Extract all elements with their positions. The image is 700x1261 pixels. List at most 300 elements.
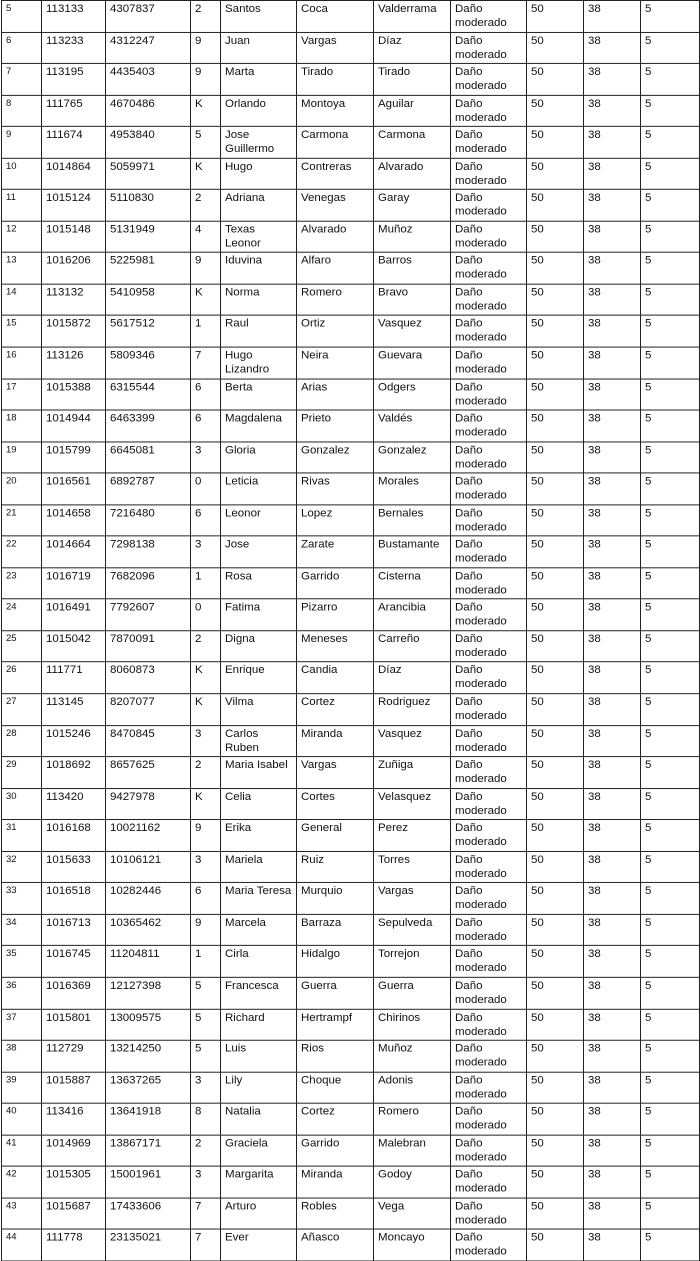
- table-row: [2, 253, 700, 285]
- cell-value-a: 50: [527, 1198, 584, 1230]
- cell-row-number: 10: [2, 158, 42, 190]
- cell-value-b: 38: [584, 631, 641, 663]
- cell-value-b: 38: [584, 410, 641, 442]
- cell-record-id: 1014944: [42, 410, 106, 442]
- cell-maternal-surname: Garay: [374, 190, 451, 222]
- cell-value-a: 50: [527, 1072, 584, 1104]
- cell-paternal-surname: Murquio: [297, 883, 374, 915]
- cell-damage-level: Daño moderado: [451, 221, 527, 253]
- cell-maternal-surname: Godoy: [374, 1166, 451, 1198]
- cell-damage-level: Daño moderado: [451, 1135, 527, 1167]
- cell-value-b: 38: [584, 662, 641, 694]
- cell-value-c: 5: [641, 1009, 700, 1041]
- cell-rut: 6892787: [106, 473, 191, 505]
- cell-maternal-surname: Adonis: [374, 1072, 451, 1104]
- cell-record-id: 1015687: [42, 1198, 106, 1230]
- cell-maternal-surname: Carreño: [374, 631, 451, 663]
- cell-damage-level: Daño moderado: [451, 64, 527, 96]
- cell-row-number: 16: [2, 347, 42, 379]
- cell-value-b: 38: [584, 253, 641, 285]
- cell-rut: 8470845: [106, 725, 191, 757]
- cell-check-digit: 1: [191, 946, 221, 978]
- cell-paternal-surname: Miranda: [297, 725, 374, 757]
- cell-maternal-surname: Chirinos: [374, 1009, 451, 1041]
- cell-maternal-surname: Díaz: [374, 32, 451, 64]
- table-row: [2, 221, 700, 253]
- cell-rut: 5809346: [106, 347, 191, 379]
- cell-value-c: 5: [641, 410, 700, 442]
- cell-paternal-surname: Rivas: [297, 473, 374, 505]
- table-row: [2, 1135, 700, 1167]
- cell-record-id: 113420: [42, 788, 106, 820]
- cell-maternal-surname: Bernales: [374, 505, 451, 537]
- cell-value-c: 5: [641, 253, 700, 285]
- cell-record-id: 1016745: [42, 946, 106, 978]
- cell-value-a: 50: [527, 284, 584, 316]
- cell-check-digit: 9: [191, 32, 221, 64]
- cell-value-b: 38: [584, 379, 641, 411]
- cell-row-number: 11: [2, 190, 42, 222]
- cell-check-digit: 5: [191, 1040, 221, 1072]
- cell-paternal-surname: Alvarado: [297, 221, 374, 253]
- cell-record-id: 113126: [42, 347, 106, 379]
- cell-record-id: 1015246: [42, 725, 106, 757]
- cell-value-c: 5: [641, 505, 700, 537]
- cell-record-id: 1016491: [42, 599, 106, 631]
- cell-paternal-surname: Hidalgo: [297, 946, 374, 978]
- cell-paternal-surname: Carmona: [297, 127, 374, 159]
- cell-record-id: 1015801: [42, 1009, 106, 1041]
- cell-value-c: 5: [641, 1166, 700, 1198]
- cell-row-number: 29: [2, 757, 42, 789]
- cell-record-id: 1014664: [42, 536, 106, 568]
- cell-paternal-surname: Neira: [297, 347, 374, 379]
- cell-rut: 13641918: [106, 1103, 191, 1135]
- cell-check-digit: K: [191, 788, 221, 820]
- cell-value-b: 38: [584, 316, 641, 348]
- cell-maternal-surname: Sepulveda: [374, 914, 451, 946]
- cell-damage-level: Daño moderado: [451, 410, 527, 442]
- cell-value-a: 50: [527, 1009, 584, 1041]
- cell-value-c: 5: [641, 883, 700, 915]
- cell-maternal-surname: Vasquez: [374, 725, 451, 757]
- cell-value-c: 5: [641, 347, 700, 379]
- cell-value-c: 5: [641, 1072, 700, 1104]
- cell-paternal-surname: Candia: [297, 662, 374, 694]
- cell-record-id: 113195: [42, 64, 106, 96]
- cell-rut: 13867171: [106, 1135, 191, 1167]
- cell-paternal-surname: Garrido: [297, 568, 374, 600]
- cell-rut: 8207077: [106, 694, 191, 726]
- cell-value-b: 38: [584, 914, 641, 946]
- cell-rut: 7298138: [106, 536, 191, 568]
- cell-check-digit: 2: [191, 0, 221, 32]
- cell-check-digit: 6: [191, 883, 221, 915]
- cell-value-c: 5: [641, 158, 700, 190]
- cell-paternal-surname: Romero: [297, 284, 374, 316]
- cell-value-b: 38: [584, 190, 641, 222]
- table-row: [2, 568, 700, 600]
- cell-paternal-surname: Cortez: [297, 694, 374, 726]
- cell-record-id: 1015388: [42, 379, 106, 411]
- cell-value-b: 38: [584, 599, 641, 631]
- cell-maternal-surname: Odgers: [374, 379, 451, 411]
- cell-rut: 17433606: [106, 1198, 191, 1230]
- cell-record-id: 113145: [42, 694, 106, 726]
- cell-rut: 7792607: [106, 599, 191, 631]
- cell-value-c: 5: [641, 1135, 700, 1167]
- cell-maternal-surname: Perez: [374, 820, 451, 852]
- cell-paternal-surname: Tirado: [297, 64, 374, 96]
- cell-value-c: 5: [641, 221, 700, 253]
- cell-paternal-surname: Rios: [297, 1040, 374, 1072]
- cell-first-name: Norma: [221, 284, 297, 316]
- cell-value-b: 38: [584, 757, 641, 789]
- cell-record-id: 113133: [42, 0, 106, 32]
- cell-row-number: 7: [2, 64, 42, 96]
- cell-record-id: 111771: [42, 662, 106, 694]
- cell-record-id: 111765: [42, 95, 106, 127]
- cell-damage-level: Daño moderado: [451, 946, 527, 978]
- cell-value-b: 38: [584, 1040, 641, 1072]
- cell-check-digit: 7: [191, 1198, 221, 1230]
- cell-value-c: 5: [641, 1198, 700, 1230]
- table-row: [2, 190, 700, 222]
- cell-record-id: 112729: [42, 1040, 106, 1072]
- cell-paternal-surname: Añasco: [297, 1229, 374, 1261]
- cell-damage-level: Daño moderado: [451, 694, 527, 726]
- cell-value-b: 38: [584, 1229, 641, 1261]
- table-row: [2, 694, 700, 726]
- cell-value-b: 38: [584, 158, 641, 190]
- cell-rut: 13214250: [106, 1040, 191, 1072]
- cell-first-name: Celia: [221, 788, 297, 820]
- cell-check-digit: 9: [191, 914, 221, 946]
- cell-rut: 9427978: [106, 788, 191, 820]
- cell-check-digit: 2: [191, 1135, 221, 1167]
- cell-value-b: 38: [584, 1135, 641, 1167]
- cell-damage-level: Daño moderado: [451, 725, 527, 757]
- cell-value-b: 38: [584, 946, 641, 978]
- table-row: [2, 127, 700, 159]
- cell-value-a: 50: [527, 1229, 584, 1261]
- cell-check-digit: 5: [191, 977, 221, 1009]
- cell-rut: 4307837: [106, 0, 191, 32]
- cell-value-b: 38: [584, 1009, 641, 1041]
- cell-rut: 4312247: [106, 32, 191, 64]
- table-row: [2, 0, 700, 32]
- cell-rut: 11204811: [106, 946, 191, 978]
- cell-damage-level: Daño moderado: [451, 883, 527, 915]
- cell-first-name: Jose: [221, 536, 297, 568]
- cell-maternal-surname: Valderrama: [374, 0, 451, 32]
- cell-value-b: 38: [584, 442, 641, 474]
- cell-maternal-surname: Velasquez: [374, 788, 451, 820]
- cell-record-id: 1015799: [42, 442, 106, 474]
- cell-damage-level: Daño moderado: [451, 820, 527, 852]
- cell-paternal-surname: Cortes: [297, 788, 374, 820]
- cell-check-digit: 4: [191, 221, 221, 253]
- cell-rut: 5410958: [106, 284, 191, 316]
- cell-record-id: 1016719: [42, 568, 106, 600]
- cell-value-c: 5: [641, 757, 700, 789]
- cell-paternal-surname: Robles: [297, 1198, 374, 1230]
- cell-value-a: 50: [527, 820, 584, 852]
- table-row: [2, 788, 700, 820]
- cell-paternal-surname: Hertrampf: [297, 1009, 374, 1041]
- cell-value-a: 50: [527, 253, 584, 285]
- cell-value-b: 38: [584, 851, 641, 883]
- cell-check-digit: 0: [191, 599, 221, 631]
- cell-rut: 12127398: [106, 977, 191, 1009]
- cell-paternal-surname: Alfaro: [297, 253, 374, 285]
- cell-value-a: 50: [527, 725, 584, 757]
- cell-paternal-surname: Pizarro: [297, 599, 374, 631]
- cell-check-digit: 2: [191, 631, 221, 663]
- cell-maternal-surname: Zuñiga: [374, 757, 451, 789]
- cell-value-c: 5: [641, 473, 700, 505]
- cell-record-id: 1015633: [42, 851, 106, 883]
- table-row: [2, 1229, 700, 1261]
- cell-check-digit: 3: [191, 536, 221, 568]
- cell-first-name: Natalia: [221, 1103, 297, 1135]
- cell-row-number: 20: [2, 473, 42, 505]
- cell-rut: 8060873: [106, 662, 191, 694]
- cell-row-number: 42: [2, 1166, 42, 1198]
- cell-value-b: 38: [584, 347, 641, 379]
- cell-damage-level: Daño moderado: [451, 631, 527, 663]
- cell-value-a: 50: [527, 536, 584, 568]
- cell-first-name: Cirla: [221, 946, 297, 978]
- cell-first-name: Fatima: [221, 599, 297, 631]
- cell-rut: 23135021: [106, 1229, 191, 1261]
- cell-row-number: 15: [2, 316, 42, 348]
- cell-rut: 7216480: [106, 505, 191, 537]
- cell-row-number: 13: [2, 253, 42, 285]
- table-row: [2, 1040, 700, 1072]
- cell-value-c: 5: [641, 788, 700, 820]
- cell-damage-level: Daño moderado: [451, 316, 527, 348]
- cell-first-name: Orlando: [221, 95, 297, 127]
- cell-row-number: 44: [2, 1229, 42, 1261]
- cell-value-a: 50: [527, 379, 584, 411]
- cell-check-digit: 9: [191, 64, 221, 96]
- cell-row-number: 31: [2, 820, 42, 852]
- cell-paternal-surname: Meneses: [297, 631, 374, 663]
- cell-damage-level: Daño moderado: [451, 1103, 527, 1135]
- cell-rut: 5225981: [106, 253, 191, 285]
- cell-paternal-surname: Choque: [297, 1072, 374, 1104]
- table-row: [2, 505, 700, 537]
- cell-check-digit: 3: [191, 1072, 221, 1104]
- cell-first-name: Carlos Ruben: [221, 725, 297, 757]
- cell-damage-level: Daño moderado: [451, 1040, 527, 1072]
- cell-value-c: 5: [641, 379, 700, 411]
- cell-first-name: Adriana: [221, 190, 297, 222]
- cell-row-number: 43: [2, 1198, 42, 1230]
- table-row: [2, 379, 700, 411]
- cell-check-digit: 2: [191, 190, 221, 222]
- cell-value-c: 5: [641, 284, 700, 316]
- table-row: [2, 95, 700, 127]
- cell-damage-level: Daño moderado: [451, 505, 527, 537]
- cell-value-b: 38: [584, 1198, 641, 1230]
- cell-first-name: Maria Teresa: [221, 883, 297, 915]
- cell-maternal-surname: Tirado: [374, 64, 451, 96]
- cell-rut: 10282446: [106, 883, 191, 915]
- cell-value-a: 50: [527, 64, 584, 96]
- cell-row-number: 12: [2, 221, 42, 253]
- cell-damage-level: Daño moderado: [451, 914, 527, 946]
- table-row: [2, 851, 700, 883]
- cell-row-number: 30: [2, 788, 42, 820]
- cell-record-id: 1015305: [42, 1166, 106, 1198]
- cell-first-name: Magdalena: [221, 410, 297, 442]
- cell-row-number: 19: [2, 442, 42, 474]
- cell-value-a: 50: [527, 568, 584, 600]
- cell-first-name: Raul: [221, 316, 297, 348]
- cell-row-number: 9: [2, 127, 42, 159]
- cell-record-id: 1014969: [42, 1135, 106, 1167]
- cell-row-number: 33: [2, 883, 42, 915]
- cell-value-a: 50: [527, 505, 584, 537]
- cell-first-name: Arturo: [221, 1198, 297, 1230]
- cell-value-a: 50: [527, 1166, 584, 1198]
- table-row: [2, 410, 700, 442]
- table-row: [2, 599, 700, 631]
- cell-row-number: 21: [2, 505, 42, 537]
- cell-paternal-surname: Lopez: [297, 505, 374, 537]
- cell-maternal-surname: Bravo: [374, 284, 451, 316]
- cell-row-number: 36: [2, 977, 42, 1009]
- table-row: [2, 820, 700, 852]
- cell-damage-level: Daño moderado: [451, 757, 527, 789]
- cell-first-name: Rosa: [221, 568, 297, 600]
- cell-maternal-surname: Morales: [374, 473, 451, 505]
- cell-value-a: 50: [527, 1103, 584, 1135]
- table-row: [2, 1072, 700, 1104]
- table-row: [2, 64, 700, 96]
- cell-damage-level: Daño moderado: [451, 158, 527, 190]
- cell-rut: 10106121: [106, 851, 191, 883]
- cell-row-number: 39: [2, 1072, 42, 1104]
- table-row: [2, 1166, 700, 1198]
- cell-value-b: 38: [584, 788, 641, 820]
- cell-value-c: 5: [641, 914, 700, 946]
- cell-value-b: 38: [584, 221, 641, 253]
- cell-value-b: 38: [584, 64, 641, 96]
- cell-value-a: 50: [527, 662, 584, 694]
- cell-first-name: Leticia: [221, 473, 297, 505]
- cell-check-digit: 3: [191, 1166, 221, 1198]
- cell-maternal-surname: Carmona: [374, 127, 451, 159]
- cell-value-a: 50: [527, 410, 584, 442]
- cell-row-number: 38: [2, 1040, 42, 1072]
- cell-damage-level: Daño moderado: [451, 1166, 527, 1198]
- cell-value-a: 50: [527, 694, 584, 726]
- cell-paternal-surname: Garrido: [297, 1135, 374, 1167]
- cell-record-id: 1015148: [42, 221, 106, 253]
- cell-record-id: 113416: [42, 1103, 106, 1135]
- cell-first-name: Iduvina: [221, 253, 297, 285]
- cell-value-c: 5: [641, 536, 700, 568]
- cell-check-digit: K: [191, 284, 221, 316]
- cell-paternal-surname: Vargas: [297, 757, 374, 789]
- cell-value-c: 5: [641, 946, 700, 978]
- cell-row-number: 27: [2, 694, 42, 726]
- cell-damage-level: Daño moderado: [451, 0, 527, 32]
- cell-maternal-surname: Guevara: [374, 347, 451, 379]
- cell-value-a: 50: [527, 347, 584, 379]
- cell-first-name: Mariela: [221, 851, 297, 883]
- cell-damage-level: Daño moderado: [451, 599, 527, 631]
- cell-damage-level: Daño moderado: [451, 95, 527, 127]
- cell-first-name: Marta: [221, 64, 297, 96]
- cell-value-c: 5: [641, 32, 700, 64]
- cell-value-c: 5: [641, 851, 700, 883]
- cell-row-number: 24: [2, 599, 42, 631]
- cell-rut: 4953840: [106, 127, 191, 159]
- cell-damage-level: Daño moderado: [451, 284, 527, 316]
- cell-check-digit: 8: [191, 1103, 221, 1135]
- cell-paternal-surname: Coca: [297, 0, 374, 32]
- cell-value-c: 5: [641, 190, 700, 222]
- cell-damage-level: Daño moderado: [451, 190, 527, 222]
- cell-check-digit: K: [191, 662, 221, 694]
- cell-record-id: 113233: [42, 32, 106, 64]
- cell-maternal-surname: Torres: [374, 851, 451, 883]
- cell-maternal-surname: Bustamante: [374, 536, 451, 568]
- cell-first-name: Vilma: [221, 694, 297, 726]
- cell-paternal-surname: Barraza: [297, 914, 374, 946]
- cell-maternal-surname: Malebran: [374, 1135, 451, 1167]
- cell-paternal-surname: Cortez: [297, 1103, 374, 1135]
- table-row: [2, 32, 700, 64]
- cell-first-name: Graciela: [221, 1135, 297, 1167]
- cell-rut: 13637265: [106, 1072, 191, 1104]
- cell-rut: 5110830: [106, 190, 191, 222]
- cell-check-digit: K: [191, 694, 221, 726]
- cell-value-c: 5: [641, 1040, 700, 1072]
- cell-maternal-surname: Moncayo: [374, 1229, 451, 1261]
- cell-maternal-surname: Cisterna: [374, 568, 451, 600]
- cell-row-number: 25: [2, 631, 42, 663]
- cell-paternal-surname: Venegas: [297, 190, 374, 222]
- cell-check-digit: 1: [191, 316, 221, 348]
- cell-value-b: 38: [584, 1072, 641, 1104]
- cell-row-number: 8: [2, 95, 42, 127]
- cell-maternal-surname: Arancibia: [374, 599, 451, 631]
- table-row: [2, 536, 700, 568]
- cell-check-digit: 2: [191, 757, 221, 789]
- cell-row-number: 28: [2, 725, 42, 757]
- cell-value-b: 38: [584, 820, 641, 852]
- cell-value-b: 38: [584, 32, 641, 64]
- cell-first-name: Jose Guillermo: [221, 127, 297, 159]
- cell-first-name: Juan: [221, 32, 297, 64]
- cell-maternal-surname: Romero: [374, 1103, 451, 1135]
- cell-first-name: Richard: [221, 1009, 297, 1041]
- cell-value-b: 38: [584, 1103, 641, 1135]
- cell-first-name: Francesca: [221, 977, 297, 1009]
- cell-first-name: Maria Isabel: [221, 757, 297, 789]
- cell-row-number: 40: [2, 1103, 42, 1135]
- cell-rut: 7682096: [106, 568, 191, 600]
- cell-damage-level: Daño moderado: [451, 536, 527, 568]
- cell-paternal-surname: Zarate: [297, 536, 374, 568]
- cell-value-c: 5: [641, 631, 700, 663]
- cell-paternal-surname: Contreras: [297, 158, 374, 190]
